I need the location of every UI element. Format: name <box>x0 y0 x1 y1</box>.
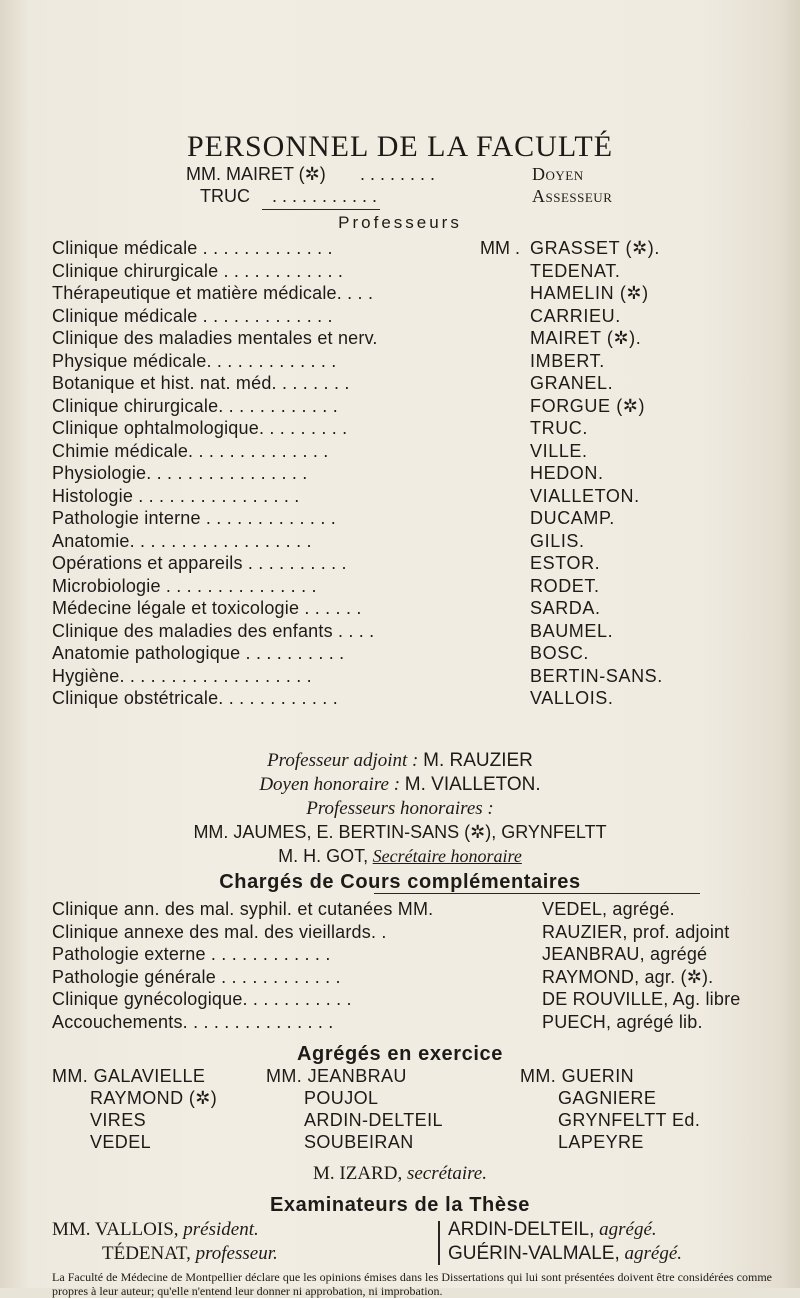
professeur-name: VILLE. <box>530 440 588 461</box>
examinateur-right-1-name: ARDIN-DELTEIL, <box>448 1219 595 1240</box>
professeur-chair: Physiologie. . . . . . . . . . . . . . . . <box>52 463 308 483</box>
professeur-name: GRASSET (✲). <box>530 238 660 258</box>
professeur-name: ESTOR. <box>530 553 601 573</box>
examinateur-right-2-name: GUÉRIN-VALMALE, <box>448 1243 620 1264</box>
professeur-chair: Clinique ophtalmologique. . . . . . . . . <box>52 418 348 438</box>
secretaire-honoraire-role: Secrétaire honoraire <box>372 846 522 866</box>
page-title: PERSONNEL DE LA FACULTÉ <box>186 130 614 163</box>
professeur-name: CARRIEU. <box>530 305 621 326</box>
professeur-name: HEDON. <box>530 463 604 483</box>
examinateur-right-2 <box>448 1243 682 1265</box>
examinateurs-divider <box>438 1221 440 1265</box>
professeur-name: HAMELIN (✲) <box>530 283 649 303</box>
adjoint-name: M. RAUZIER <box>423 750 533 771</box>
agrege-name: RAYMOND (✲) <box>90 1088 218 1108</box>
professeur-chair: Clinique obstétricale. . . . . . . . . . . . <box>52 688 338 708</box>
cours-name: PUECH, agrégé lib. <box>542 1011 703 1032</box>
professeur-chair: Botanique et hist. nat. méd. . . . . . . . <box>52 373 350 393</box>
examinateur-right-1 <box>448 1219 657 1241</box>
professeur-name: TEDENAT. <box>530 260 621 281</box>
professeur-chair: Clinique médicale . . . . . . . . . . . . . <box>52 305 333 326</box>
professeur-chair: Clinique des maladies mentales et nerv. <box>52 328 378 348</box>
examinateur-left-1 <box>52 1219 259 1241</box>
agrege-name: MM. GUERIN <box>520 1066 634 1086</box>
agrege-name: GRYNFELTT Ed. <box>558 1110 701 1130</box>
professeur-chair: Hygiène. . . . . . . . . . . . . . . . . . . <box>52 665 312 686</box>
agrege-name: VEDEL <box>90 1132 152 1152</box>
agrege-name: LAPEYRE <box>558 1132 644 1152</box>
professeur-name: BERTIN-SANS. <box>530 665 663 686</box>
cours-course: Clinique annexe des mal. des vieillards. . <box>52 921 387 942</box>
honoraires-line1: MM. JAUMES, E. BERTIN-SANS (✲), GRYNFELTT <box>193 822 607 842</box>
professeur-chair: Clinique médicale . . . . . . . . . . . . . <box>52 238 333 258</box>
professeur-chair: Clinique des maladies des enfants . . . . <box>52 620 375 641</box>
cours-course: Clinique ann. des mal. syphil. et cutanées MM. <box>52 899 434 919</box>
professeurs-prefix: MM . <box>480 238 520 258</box>
professeur-chair: Anatomie pathologique . . . . . . . . . . <box>52 643 345 663</box>
officer-doyen-dots: . . . . . . . . <box>360 164 436 184</box>
cours-divider <box>374 893 700 894</box>
examinateur-right-2-role: agrégé. <box>624 1243 683 1264</box>
professeur-name: VIALLETON. <box>530 485 640 506</box>
doyen-honoraire <box>0 774 800 796</box>
cours-course: Clinique gynécologique. . . . . . . . . . . <box>52 989 352 1009</box>
professeur-name: DUCAMP. <box>530 508 615 528</box>
honoraires-label: Professeurs honoraires : <box>306 798 494 819</box>
agrege-name: ARDIN-DELTEIL <box>304 1110 443 1130</box>
professeur-chair: Thérapeutique et matière médicale. . . . <box>52 283 374 303</box>
professeur-name: SARDA. <box>530 598 601 618</box>
professeur-chair: Histologie . . . . . . . . . . . . . . . . <box>52 485 300 506</box>
secretaire-line <box>0 1163 800 1185</box>
cours-name: JEANBRAU, agrégé <box>542 944 708 964</box>
professeur-name: GILIS. <box>530 530 585 551</box>
agrege-name: MM. GALAVIELLE <box>52 1066 206 1086</box>
agrege-name: GAGNIERE <box>558 1088 657 1108</box>
cours-name: RAYMOND, agr. (✲). <box>542 966 714 987</box>
professeur-name: RODET. <box>530 575 600 596</box>
agrege-name: POUJOL <box>304 1088 379 1108</box>
doyen-honoraire-name: M. VIALLETON. <box>404 774 541 795</box>
officer-assesseur-name: TRUC <box>200 186 250 206</box>
professeurs-heading: Professeurs <box>338 213 462 232</box>
cours-name: RAUZIER, prof. adjoint <box>542 921 730 942</box>
professeur-chair: Opérations et appareils . . . . . . . . . . <box>52 553 347 573</box>
adjoint-label: Professeur adjoint : <box>267 750 419 771</box>
professeur-name: FORGUE (✲) <box>530 395 646 416</box>
disclaimer: La Faculté de Médecine de Montpellier déclare que les opinions émises dans les Dissertations qui lui sont présentées doivent être considérées comme propres à leur auteur; qu'elle n'entend leur donner ni approbation, ni improbation. <box>52 1270 772 1298</box>
professeur-name: IMBERT. <box>530 350 605 371</box>
secretaire-name: M. IZARD, <box>313 1163 403 1184</box>
professeur-chair: Clinique chirurgicale . . . . . . . . . . . . <box>52 260 344 281</box>
examinateur-left-2-name: TÉDENAT, <box>102 1243 191 1264</box>
professeur-chair: Chimie médicale. . . . . . . . . . . . . . <box>52 440 329 461</box>
examinateur-left-2-role: professeur. <box>195 1243 278 1264</box>
agreges-heading: Agrégés en exercice <box>297 1043 503 1065</box>
cours-course: Pathologie externe . . . . . . . . . . . . <box>52 944 331 964</box>
officers-divider <box>262 209 380 210</box>
examinateur-left-2 <box>102 1243 278 1265</box>
agrege-name: VIRES <box>90 1110 147 1130</box>
cours-course: Pathologie générale . . . . . . . . . . . . <box>52 966 341 987</box>
professeur-chair: Médecine légale et toxicologie . . . . . . <box>52 598 362 618</box>
cours-heading: Chargés de Cours complémentaires <box>219 871 581 893</box>
professeur-chair: Anatomie. . . . . . . . . . . . . . . . . . <box>52 530 312 551</box>
professeur-chair: Microbiologie . . . . . . . . . . . . . . . <box>52 575 317 596</box>
professeur-name: VALLOIS. <box>530 688 614 708</box>
professeur-name: TRUC. <box>530 418 588 438</box>
officer-assesseur-dots: . . . . . . . . . . . <box>272 186 378 206</box>
examinateur-left-1-name: MM. VALLOIS, <box>52 1219 179 1240</box>
honoraires-line2 <box>0 846 800 867</box>
cours-name: VEDEL, agrégé. <box>542 899 675 919</box>
professeur-name: GRANEL. <box>530 373 614 393</box>
agrege-name: SOUBEIRAN <box>304 1132 414 1152</box>
professeur-name: BAUMEL. <box>530 620 614 641</box>
professeur-chair: Pathologie interne . . . . . . . . . . . . . <box>52 508 336 528</box>
examinateur-left-1-role: président. <box>183 1219 259 1240</box>
officer-doyen-role: Doyen <box>532 164 584 184</box>
secretaire-role: secrétaire. <box>406 1163 487 1184</box>
professeur-adjoint <box>0 750 800 772</box>
officer-assesseur-role: Assesseur <box>532 186 613 206</box>
professeur-chair: Clinique chirurgicale. . . . . . . . . . . . <box>52 395 338 416</box>
professeur-chair: Physique médicale. . . . . . . . . . . . . <box>52 350 337 371</box>
examinateur-right-1-role: agrégé. <box>599 1219 657 1240</box>
officer-doyen-name: MM. MAIRET (✲) <box>186 164 326 184</box>
professeur-name: MAIRET (✲). <box>530 328 642 348</box>
secretaire-honoraire-name: M. H. GOT, <box>278 846 369 866</box>
cours-course: Accouchements. . . . . . . . . . . . . . . <box>52 1011 334 1032</box>
examinateurs-heading: Examinateurs de la Thèse <box>269 1194 531 1216</box>
cours-name: DE ROUVILLE, Ag. libre <box>542 989 741 1009</box>
professeur-name: BOSC. <box>530 643 590 663</box>
doyen-honoraire-label: Doyen honoraire : <box>259 774 401 795</box>
agrege-name: MM. JEANBRAU <box>266 1066 407 1086</box>
